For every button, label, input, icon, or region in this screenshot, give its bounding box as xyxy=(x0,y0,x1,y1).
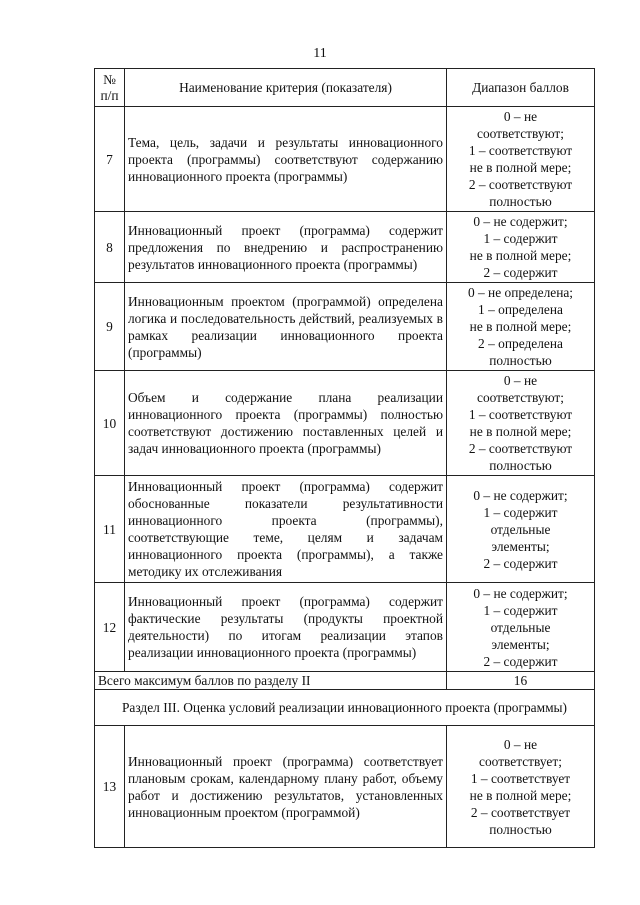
range-line: 2 – соответствуют xyxy=(468,441,573,456)
range-line: 1 – содержит xyxy=(483,602,558,618)
row-range xyxy=(447,476,595,583)
range-line: 0 – не содержит; xyxy=(473,487,568,503)
header-range: Диапазон баллов xyxy=(447,69,595,107)
range-line: 1 – определена xyxy=(478,302,563,317)
range-line: 0 – не содержит; xyxy=(473,585,568,601)
header-number-abbr: п/п xyxy=(100,87,119,103)
range-line: 0 – не xyxy=(503,373,538,388)
table-row xyxy=(95,583,595,672)
range-line: элементы; xyxy=(491,636,550,652)
table-row xyxy=(95,212,595,283)
range-line: 0 – не определена; xyxy=(467,285,574,300)
row-criterion: Инновационный проект (программа) содержит обоснованные показатели результативности инновационного проекта (программы), соответствующие теме, целям и задачам инновационного проекта (программы), а также методику их отслеживания xyxy=(125,476,447,583)
range-line: 1 – соответствуют xyxy=(468,407,573,422)
range-line: 1 – содержит xyxy=(483,504,558,520)
range-line: полностью xyxy=(489,458,552,473)
range-line: не в полной мере; xyxy=(469,787,572,803)
table-row xyxy=(95,283,595,371)
table-row xyxy=(95,107,595,212)
row-criterion: Инновационный проект (программа) содержит предложения по внедрению и распространению результатов инновационного проекта (программы) xyxy=(125,212,447,283)
range-line: 2 – определена xyxy=(478,336,563,351)
range-line: не в полной мере; xyxy=(469,248,572,263)
range-line: 0 – не xyxy=(503,736,538,752)
section-row xyxy=(95,690,595,726)
range-line: 2 – содержит xyxy=(483,653,558,669)
row-range xyxy=(447,212,595,283)
criteria-table xyxy=(94,68,595,848)
row-criterion: Инновационный проект (программа) содержит фактические результаты (продукты проектной деятельности) по итогам реализации этапов реализации инновационного проекта (программы) xyxy=(125,583,447,672)
total-row xyxy=(95,672,595,690)
range-line: 2 – содержит xyxy=(483,265,558,280)
range-line: 2 – содержит xyxy=(483,555,558,571)
range-line: 2 – соответствуют xyxy=(468,177,573,192)
total-label: Всего максимум баллов по разделу II xyxy=(95,672,447,690)
range-line: полностью xyxy=(489,821,552,837)
row-range xyxy=(447,107,595,212)
row-range xyxy=(447,283,595,371)
row-number: 7 xyxy=(95,107,125,212)
row-number: 12 xyxy=(95,583,125,672)
row-range xyxy=(447,583,595,672)
range-line: 0 – не содержит; xyxy=(473,214,568,229)
range-line: элементы; xyxy=(491,538,550,554)
row-range xyxy=(447,371,595,476)
section-title: Раздел III. Оценка условий реализации инновационного проекта (программы) xyxy=(95,690,595,726)
range-line: не в полной мере; xyxy=(469,160,572,175)
range-line: соответствует; xyxy=(479,753,562,769)
row-criterion: Инновационный проект (программа) соответствует плановым срокам, календарному плану работ, объему работ и достижению результатов, установленных инновационным проектом (программой) xyxy=(125,726,447,848)
row-range xyxy=(447,726,595,848)
header-number xyxy=(95,69,125,107)
row-number: 9 xyxy=(95,283,125,371)
range-line: отдельные xyxy=(490,521,551,537)
row-number: 13 xyxy=(95,726,125,848)
total-value: 16 xyxy=(447,672,595,690)
header-number-symbol: № xyxy=(103,71,116,87)
row-number: 8 xyxy=(95,212,125,283)
row-criterion: Тема, цель, задачи и результаты инновационного проекта (программы) соответствуют содержанию инновационного проекта (программы) xyxy=(125,107,447,212)
range-line: соответствуют; xyxy=(477,390,564,405)
range-line: соответствуют; xyxy=(477,126,564,141)
range-line: 0 – не xyxy=(503,109,538,124)
range-line: не в полной мере; xyxy=(469,319,572,334)
range-line: отдельные xyxy=(490,619,551,635)
range-line: не в полной мере; xyxy=(469,424,572,439)
range-line: 1 – соответствуют xyxy=(468,143,573,158)
row-number: 11 xyxy=(95,476,125,583)
table-header-row xyxy=(95,69,595,107)
table-row xyxy=(95,476,595,583)
page-number: 11 xyxy=(313,46,327,61)
row-criterion: Инновационным проектом (программой) определена логика и последовательность действий, реализуемых в рамках реализации инновационного проекта (программы) xyxy=(125,283,447,371)
range-line: полностью xyxy=(489,353,552,368)
range-line: 1 – соответствует xyxy=(470,770,571,786)
table-row xyxy=(95,371,595,476)
row-number: 10 xyxy=(95,371,125,476)
table-row xyxy=(95,726,595,848)
range-line: 2 – соответствует xyxy=(470,804,571,820)
row-criterion: Объем и содержание плана реализации инновационного проекта (программы) полностью соответствуют достижению поставленных целей и задач инновационного проекта (программы) xyxy=(125,371,447,476)
range-line: полностью xyxy=(489,194,552,209)
range-line: 1 – содержит xyxy=(483,231,558,246)
header-criterion: Наименование критерия (показателя) xyxy=(125,69,447,107)
